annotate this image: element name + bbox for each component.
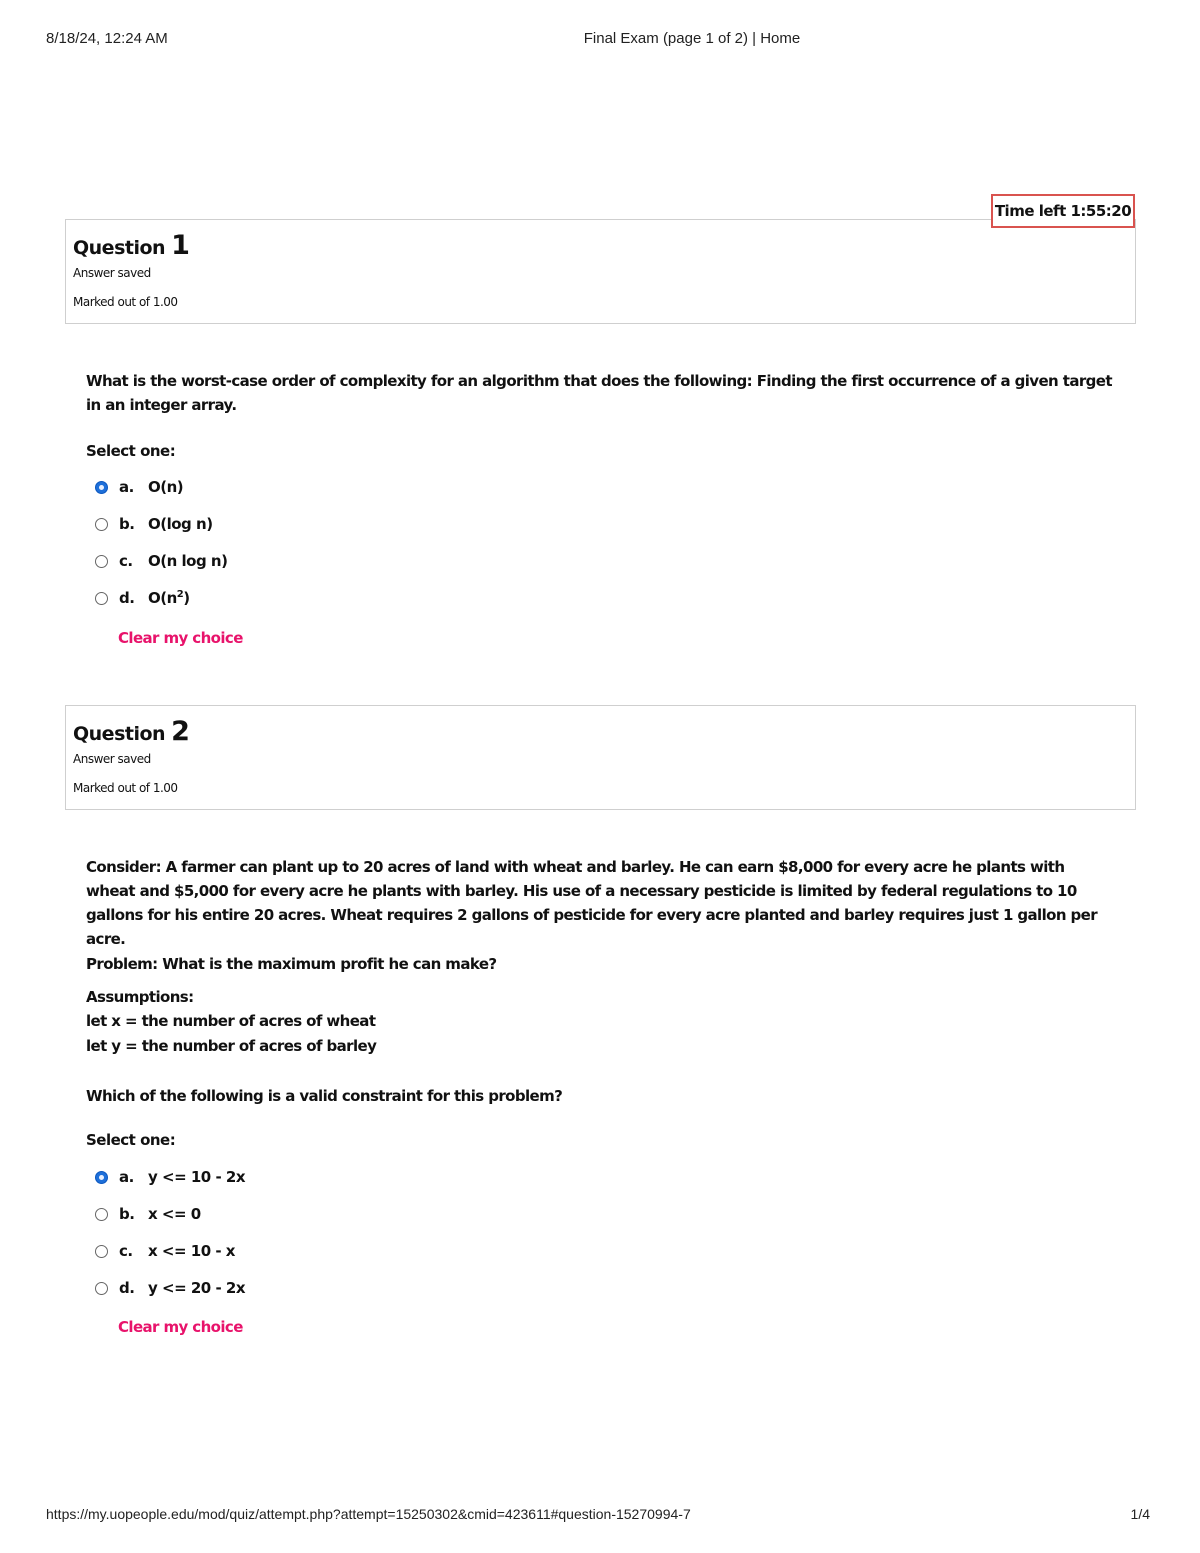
question-2-clear-choice-link[interactable]: Clear my choice: [118, 1318, 243, 1336]
question-1-select-label: Select one:: [86, 442, 176, 460]
question-2-state: Answer saved: [73, 752, 151, 766]
option-letter: d.: [119, 589, 135, 607]
option-text: O(n log n): [148, 552, 228, 570]
question-2-assumption-y: let y = the number of acres of barley: [86, 1037, 377, 1055]
print-datetime: 8/18/24, 12:24 AM: [46, 30, 168, 47]
radio-button[interactable]: [95, 592, 108, 605]
radio-button[interactable]: [95, 1282, 108, 1295]
question-2-problem: Problem: What is the maximum profit he can make?: [86, 955, 497, 973]
question-2-assumptions-label: Assumptions:: [86, 988, 194, 1006]
radio-button[interactable]: [95, 1245, 108, 1258]
question-2-option-a[interactable]: [95, 1166, 245, 1188]
print-url: https://my.uopeople.edu/mod/quiz/attempt.php?attempt=15250302&cmid=423611#question-15270994-7: [46, 1506, 691, 1522]
radio-button-checked[interactable]: [95, 1171, 108, 1184]
print-header: [0, 30, 1200, 50]
question-1-option-b[interactable]: [95, 513, 213, 535]
option-text: O(log n): [148, 515, 213, 533]
question-2-prompt: Which of the following is a valid constraint for this problem?: [86, 1087, 563, 1105]
option-text: O(n): [148, 478, 184, 496]
question-label: Question: [73, 237, 166, 259]
question-1-option-d[interactable]: [95, 587, 190, 609]
option-text: y <= 20 - 2x: [148, 1279, 246, 1297]
option-letter: b.: [119, 1205, 135, 1223]
question-1-clear-choice-link[interactable]: Clear my choice: [118, 629, 243, 647]
radio-button[interactable]: [95, 1208, 108, 1221]
option-letter: b.: [119, 515, 135, 533]
question-2-assumption-x: let x = the number of acres of wheat: [86, 1012, 376, 1030]
question-1-info: [65, 219, 1136, 324]
option-letter: a.: [119, 478, 134, 496]
radio-button-checked[interactable]: [95, 481, 108, 494]
option-text-superscript: 2: [176, 589, 184, 600]
option-text: y <= 10 - 2x: [148, 1168, 246, 1186]
question-1-option-a[interactable]: [95, 476, 183, 498]
print-page-number: 1/4: [1130, 1506, 1150, 1522]
option-text: [148, 589, 190, 607]
question-number: 2: [171, 716, 190, 747]
question-number: 1: [171, 230, 190, 261]
question-1-text: What is the worst-case order of complexity for an algorithm that does the following: Finding the first occurrence of a given target in an integer array.: [86, 372, 1112, 414]
option-text: x <= 10 - x: [148, 1242, 235, 1260]
question-2-option-b[interactable]: [95, 1203, 201, 1225]
option-letter: a.: [119, 1168, 134, 1186]
option-letter: c.: [119, 1242, 133, 1260]
option-letter: c.: [119, 552, 133, 570]
radio-button[interactable]: [95, 518, 108, 531]
question-2-option-c[interactable]: [95, 1240, 235, 1262]
question-2-heading: [73, 716, 1135, 746]
question-1-heading: [73, 230, 1135, 260]
question-2-info: [65, 705, 1136, 810]
option-text: x <= 0: [148, 1205, 201, 1223]
question-2-select-label: Select one:: [86, 1131, 176, 1149]
option-text-base: O(n: [148, 589, 177, 607]
question-2-option-d[interactable]: [95, 1277, 245, 1299]
print-page-title: Final Exam (page 1 of 2) | Home: [583, 30, 801, 47]
quiz-timer: Time left 1:55:20: [991, 194, 1135, 228]
question-1-option-c[interactable]: [95, 550, 227, 572]
question-2-scenario: Consider: A farmer can plant up to 20 acres of land with wheat and barley. He can earn $8,000 for every acre he plants with wheat and $5,000 for every acre he plants with barley. His use of a necessary pesticide is limited by federal regulations to 10 gallons for his entire 20 acres. Wheat requires 2 gallons of pesticide for every acre planted and barley requires just 1 gallon per acre.: [86, 858, 1098, 948]
option-text-close: ): [183, 589, 190, 607]
question-1-state: Answer saved: [73, 266, 151, 280]
question-label: Question: [73, 723, 166, 745]
question-1-mark: Marked out of 1.00: [73, 295, 178, 309]
option-letter: d.: [119, 1279, 135, 1297]
print-footer: [0, 1506, 1200, 1526]
radio-button[interactable]: [95, 555, 108, 568]
question-2-mark: Marked out of 1.00: [73, 781, 178, 795]
